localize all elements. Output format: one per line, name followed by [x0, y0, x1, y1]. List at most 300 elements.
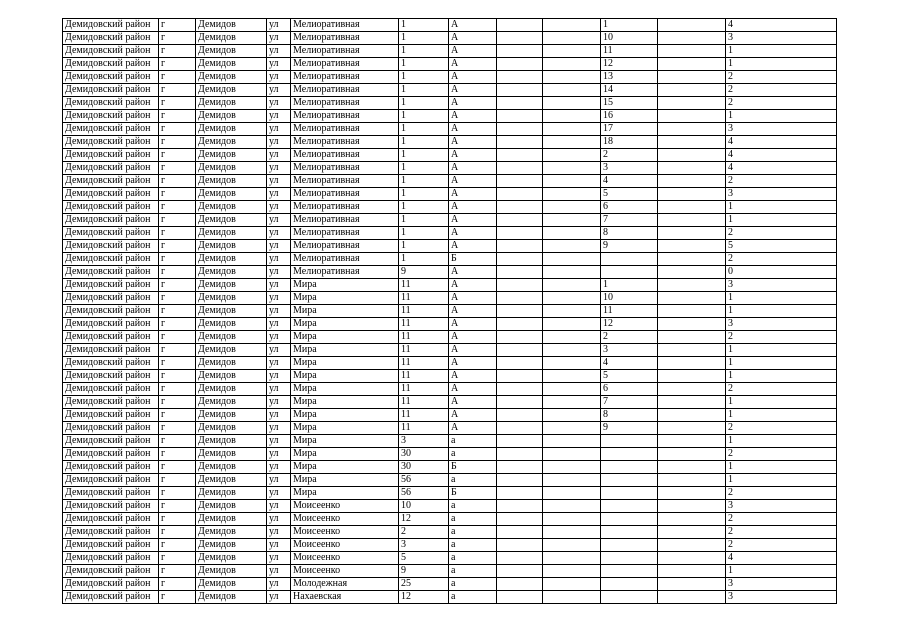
cell-apartment: 8	[601, 227, 658, 240]
cell-room	[658, 370, 726, 383]
cell-street: Мелиоративная	[291, 19, 399, 32]
cell-district: Демидовский район	[63, 123, 159, 136]
cell-district: Демидовский район	[63, 318, 159, 331]
cell-street: Мелиоративная	[291, 84, 399, 97]
cell-street-type: ул	[267, 123, 291, 136]
cell-apartment: 6	[601, 383, 658, 396]
cell-street-type: ул	[267, 32, 291, 45]
table-row	[63, 110, 837, 123]
cell-settlement-type: г	[159, 565, 196, 578]
cell-house-number: 5	[399, 552, 449, 565]
cell-district: Демидовский район	[63, 500, 159, 513]
cell-city: Демидов	[196, 435, 267, 448]
table-row	[63, 331, 837, 344]
cell-settlement-type: г	[159, 513, 196, 526]
cell-house-letter: А	[449, 97, 497, 110]
cell-city: Демидов	[196, 500, 267, 513]
table-row	[63, 474, 837, 487]
table-row	[63, 448, 837, 461]
cell-district: Демидовский район	[63, 136, 159, 149]
cell-city: Демидов	[196, 188, 267, 201]
cell-room	[658, 578, 726, 591]
cell-structure	[543, 526, 601, 539]
cell-street-type: ул	[267, 162, 291, 175]
cell-settlement-type: г	[159, 526, 196, 539]
address-table	[62, 18, 837, 604]
cell-count: 5	[726, 240, 837, 253]
cell-street-type: ул	[267, 526, 291, 539]
cell-apartment	[601, 591, 658, 604]
cell-street: Мира	[291, 370, 399, 383]
cell-room	[658, 357, 726, 370]
cell-house-number: 1	[399, 240, 449, 253]
cell-street-type: ул	[267, 552, 291, 565]
cell-apartment: 7	[601, 214, 658, 227]
cell-district: Демидовский район	[63, 266, 159, 279]
cell-street: Мелиоративная	[291, 227, 399, 240]
cell-street: Моисеенко	[291, 500, 399, 513]
cell-structure	[543, 227, 601, 240]
cell-district: Демидовский район	[63, 578, 159, 591]
cell-street-type: ул	[267, 318, 291, 331]
cell-district: Демидовский район	[63, 110, 159, 123]
cell-room	[658, 591, 726, 604]
cell-count: 4	[726, 552, 837, 565]
cell-street: Мелиоративная	[291, 162, 399, 175]
cell-settlement-type: г	[159, 552, 196, 565]
cell-apartment	[601, 500, 658, 513]
cell-city: Демидов	[196, 526, 267, 539]
cell-house-number: 1	[399, 58, 449, 71]
cell-district: Демидовский район	[63, 461, 159, 474]
cell-count: 3	[726, 188, 837, 201]
cell-room	[658, 396, 726, 409]
cell-room	[658, 32, 726, 45]
cell-district: Демидовский район	[63, 253, 159, 266]
cell-house-number: 1	[399, 110, 449, 123]
cell-room	[658, 539, 726, 552]
cell-street-type: ул	[267, 97, 291, 110]
cell-street-type: ул	[267, 188, 291, 201]
cell-building	[497, 188, 543, 201]
cell-apartment: 15	[601, 97, 658, 110]
cell-street: Мира	[291, 487, 399, 500]
cell-structure	[543, 97, 601, 110]
cell-apartment: 14	[601, 84, 658, 97]
cell-building	[497, 500, 543, 513]
cell-city: Демидов	[196, 370, 267, 383]
cell-apartment: 18	[601, 136, 658, 149]
cell-count: 3	[726, 500, 837, 513]
table-row	[63, 422, 837, 435]
cell-city: Демидов	[196, 123, 267, 136]
cell-house-letter: А	[449, 214, 497, 227]
cell-structure	[543, 279, 601, 292]
cell-settlement-type: г	[159, 84, 196, 97]
cell-house-letter: а	[449, 552, 497, 565]
table-row	[63, 97, 837, 110]
cell-building	[497, 474, 543, 487]
table-row	[63, 123, 837, 136]
cell-settlement-type: г	[159, 474, 196, 487]
cell-house-number: 1	[399, 45, 449, 58]
cell-room	[658, 240, 726, 253]
cell-apartment	[601, 266, 658, 279]
cell-city: Демидов	[196, 565, 267, 578]
cell-room	[658, 162, 726, 175]
cell-street-type: ул	[267, 396, 291, 409]
cell-building	[497, 552, 543, 565]
cell-structure	[543, 565, 601, 578]
cell-street-type: ул	[267, 331, 291, 344]
cell-house-letter: А	[449, 357, 497, 370]
cell-house-letter: Б	[449, 461, 497, 474]
cell-street-type: ул	[267, 45, 291, 58]
cell-house-number: 1	[399, 84, 449, 97]
cell-house-number: 1	[399, 162, 449, 175]
cell-street-type: ул	[267, 448, 291, 461]
cell-street: Мира	[291, 461, 399, 474]
table-row	[63, 214, 837, 227]
cell-building	[497, 357, 543, 370]
cell-house-letter: А	[449, 331, 497, 344]
cell-street-type: ул	[267, 487, 291, 500]
cell-apartment: 5	[601, 370, 658, 383]
cell-count: 1	[726, 357, 837, 370]
cell-structure	[543, 474, 601, 487]
cell-apartment	[601, 474, 658, 487]
cell-count: 3	[726, 32, 837, 45]
cell-city: Демидов	[196, 409, 267, 422]
cell-building	[497, 19, 543, 32]
cell-city: Демидов	[196, 448, 267, 461]
cell-count: 1	[726, 396, 837, 409]
cell-house-letter: А	[449, 188, 497, 201]
cell-count: 1	[726, 292, 837, 305]
cell-street: Мира	[291, 448, 399, 461]
cell-building	[497, 214, 543, 227]
cell-house-letter: А	[449, 292, 497, 305]
cell-building	[497, 175, 543, 188]
cell-street-type: ул	[267, 214, 291, 227]
cell-street: Мира	[291, 305, 399, 318]
table-row	[63, 344, 837, 357]
cell-house-number: 1	[399, 71, 449, 84]
cell-house-number: 1	[399, 227, 449, 240]
cell-structure	[543, 123, 601, 136]
cell-city: Демидов	[196, 396, 267, 409]
cell-settlement-type: г	[159, 71, 196, 84]
cell-house-letter: А	[449, 396, 497, 409]
cell-house-letter: а	[449, 513, 497, 526]
cell-apartment	[601, 565, 658, 578]
cell-building	[497, 318, 543, 331]
table-row	[63, 357, 837, 370]
cell-street-type: ул	[267, 357, 291, 370]
cell-building	[497, 227, 543, 240]
cell-house-number: 11	[399, 357, 449, 370]
cell-building	[497, 32, 543, 45]
cell-settlement-type: г	[159, 461, 196, 474]
cell-room	[658, 383, 726, 396]
cell-street-type: ул	[267, 461, 291, 474]
cell-apartment: 6	[601, 201, 658, 214]
cell-street: Мира	[291, 422, 399, 435]
cell-building	[497, 266, 543, 279]
cell-apartment: 8	[601, 409, 658, 422]
cell-house-number: 2	[399, 526, 449, 539]
cell-city: Демидов	[196, 318, 267, 331]
cell-city: Демидов	[196, 97, 267, 110]
cell-house-number: 12	[399, 513, 449, 526]
table-row	[63, 318, 837, 331]
cell-house-number: 1	[399, 201, 449, 214]
table-row	[63, 487, 837, 500]
cell-count: 4	[726, 19, 837, 32]
cell-structure	[543, 500, 601, 513]
cell-room	[658, 45, 726, 58]
cell-structure	[543, 552, 601, 565]
cell-district: Демидовский район	[63, 565, 159, 578]
cell-building	[497, 409, 543, 422]
cell-house-number: 1	[399, 97, 449, 110]
table-row	[63, 253, 837, 266]
cell-count: 2	[726, 175, 837, 188]
cell-city: Демидов	[196, 591, 267, 604]
cell-city: Демидов	[196, 58, 267, 71]
cell-structure	[543, 344, 601, 357]
cell-count: 2	[726, 84, 837, 97]
cell-house-letter: А	[449, 45, 497, 58]
cell-settlement-type: г	[159, 19, 196, 32]
cell-street: Мелиоративная	[291, 110, 399, 123]
cell-street-type: ул	[267, 513, 291, 526]
cell-room	[658, 435, 726, 448]
cell-district: Демидовский район	[63, 409, 159, 422]
cell-district: Демидовский район	[63, 331, 159, 344]
cell-district: Демидовский район	[63, 292, 159, 305]
cell-city: Демидов	[196, 266, 267, 279]
cell-room	[658, 175, 726, 188]
cell-count: 2	[726, 253, 837, 266]
cell-room	[658, 84, 726, 97]
cell-apartment	[601, 487, 658, 500]
cell-city: Демидов	[196, 84, 267, 97]
cell-house-letter: А	[449, 84, 497, 97]
cell-structure	[543, 110, 601, 123]
cell-street-type: ул	[267, 305, 291, 318]
cell-house-number: 3	[399, 539, 449, 552]
cell-district: Демидовский район	[63, 396, 159, 409]
cell-house-number: 9	[399, 266, 449, 279]
cell-building	[497, 461, 543, 474]
cell-count: 1	[726, 58, 837, 71]
cell-house-number: 1	[399, 136, 449, 149]
cell-room	[658, 513, 726, 526]
cell-apartment	[601, 461, 658, 474]
cell-street: Нахаевская	[291, 591, 399, 604]
cell-house-letter: а	[449, 474, 497, 487]
cell-room	[658, 19, 726, 32]
cell-structure	[543, 45, 601, 58]
cell-house-letter: а	[449, 578, 497, 591]
cell-house-number: 30	[399, 461, 449, 474]
cell-house-letter: А	[449, 227, 497, 240]
cell-city: Демидов	[196, 136, 267, 149]
cell-building	[497, 162, 543, 175]
cell-street-type: ул	[267, 500, 291, 513]
cell-district: Демидовский район	[63, 201, 159, 214]
cell-settlement-type: г	[159, 214, 196, 227]
cell-house-letter: а	[449, 435, 497, 448]
cell-house-letter: а	[449, 591, 497, 604]
cell-count: 1	[726, 409, 837, 422]
table-row	[63, 188, 837, 201]
cell-house-letter: А	[449, 175, 497, 188]
cell-house-number: 1	[399, 149, 449, 162]
cell-apartment: 4	[601, 357, 658, 370]
cell-house-number: 11	[399, 383, 449, 396]
cell-district: Демидовский район	[63, 84, 159, 97]
cell-house-number: 11	[399, 396, 449, 409]
cell-structure	[543, 578, 601, 591]
table-row	[63, 162, 837, 175]
cell-structure	[543, 435, 601, 448]
cell-house-letter: А	[449, 19, 497, 32]
cell-building	[497, 383, 543, 396]
cell-apartment: 12	[601, 318, 658, 331]
cell-street: Мелиоративная	[291, 175, 399, 188]
cell-settlement-type: г	[159, 383, 196, 396]
cell-building	[497, 253, 543, 266]
cell-settlement-type: г	[159, 253, 196, 266]
cell-district: Демидовский район	[63, 279, 159, 292]
cell-building	[497, 513, 543, 526]
cell-house-letter: А	[449, 32, 497, 45]
cell-count: 4	[726, 136, 837, 149]
cell-structure	[543, 448, 601, 461]
cell-street: Мира	[291, 318, 399, 331]
cell-street: Мелиоративная	[291, 45, 399, 58]
cell-street-type: ул	[267, 149, 291, 162]
cell-city: Демидов	[196, 32, 267, 45]
cell-house-letter: А	[449, 266, 497, 279]
table-row	[63, 578, 837, 591]
cell-settlement-type: г	[159, 318, 196, 331]
cell-street-type: ул	[267, 370, 291, 383]
cell-apartment: 7	[601, 396, 658, 409]
cell-street: Моисеенко	[291, 526, 399, 539]
cell-city: Демидов	[196, 240, 267, 253]
cell-settlement-type: г	[159, 500, 196, 513]
cell-settlement-type: г	[159, 292, 196, 305]
cell-room	[658, 58, 726, 71]
cell-apartment	[601, 435, 658, 448]
cell-settlement-type: г	[159, 162, 196, 175]
cell-structure	[543, 136, 601, 149]
cell-street: Моисеенко	[291, 513, 399, 526]
cell-room	[658, 331, 726, 344]
cell-apartment	[601, 448, 658, 461]
cell-house-number: 1	[399, 188, 449, 201]
cell-house-letter: А	[449, 71, 497, 84]
cell-street-type: ул	[267, 136, 291, 149]
cell-house-letter: А	[449, 149, 497, 162]
cell-district: Демидовский район	[63, 32, 159, 45]
cell-city: Демидов	[196, 383, 267, 396]
table-row	[63, 279, 837, 292]
cell-street-type: ул	[267, 175, 291, 188]
cell-street-type: ул	[267, 240, 291, 253]
cell-street: Мелиоративная	[291, 123, 399, 136]
cell-structure	[543, 305, 601, 318]
cell-room	[658, 71, 726, 84]
cell-apartment: 9	[601, 240, 658, 253]
cell-street: Мира	[291, 435, 399, 448]
cell-house-letter: а	[449, 565, 497, 578]
cell-street-type: ул	[267, 19, 291, 32]
cell-street-type: ул	[267, 227, 291, 240]
cell-room	[658, 409, 726, 422]
table-row	[63, 435, 837, 448]
cell-house-number: 1	[399, 253, 449, 266]
table-row	[63, 19, 837, 32]
cell-count: 4	[726, 149, 837, 162]
cell-district: Демидовский район	[63, 448, 159, 461]
cell-street: Мелиоративная	[291, 97, 399, 110]
cell-settlement-type: г	[159, 578, 196, 591]
cell-street: Моисеенко	[291, 565, 399, 578]
cell-street: Мелиоративная	[291, 201, 399, 214]
cell-settlement-type: г	[159, 370, 196, 383]
table-row	[63, 136, 837, 149]
cell-count: 1	[726, 201, 837, 214]
cell-building	[497, 149, 543, 162]
cell-count: 2	[726, 227, 837, 240]
cell-structure	[543, 32, 601, 45]
cell-building	[497, 110, 543, 123]
cell-street: Мира	[291, 383, 399, 396]
cell-street-type: ул	[267, 201, 291, 214]
cell-city: Демидов	[196, 110, 267, 123]
cell-structure	[543, 422, 601, 435]
cell-house-number: 1	[399, 32, 449, 45]
cell-house-letter: Б	[449, 487, 497, 500]
cell-count: 1	[726, 435, 837, 448]
table-row	[63, 591, 837, 604]
cell-count: 2	[726, 331, 837, 344]
cell-street: Мелиоративная	[291, 214, 399, 227]
cell-settlement-type: г	[159, 409, 196, 422]
cell-city: Демидов	[196, 513, 267, 526]
cell-street-type: ул	[267, 422, 291, 435]
cell-count: 2	[726, 526, 837, 539]
cell-room	[658, 552, 726, 565]
cell-settlement-type: г	[159, 357, 196, 370]
cell-district: Демидовский район	[63, 474, 159, 487]
cell-building	[497, 305, 543, 318]
cell-room	[658, 279, 726, 292]
cell-apartment	[601, 578, 658, 591]
cell-room	[658, 227, 726, 240]
cell-settlement-type: г	[159, 136, 196, 149]
cell-building	[497, 201, 543, 214]
cell-apartment: 5	[601, 188, 658, 201]
cell-room	[658, 110, 726, 123]
cell-district: Демидовский район	[63, 305, 159, 318]
cell-district: Демидовский район	[63, 539, 159, 552]
table-row	[63, 201, 837, 214]
